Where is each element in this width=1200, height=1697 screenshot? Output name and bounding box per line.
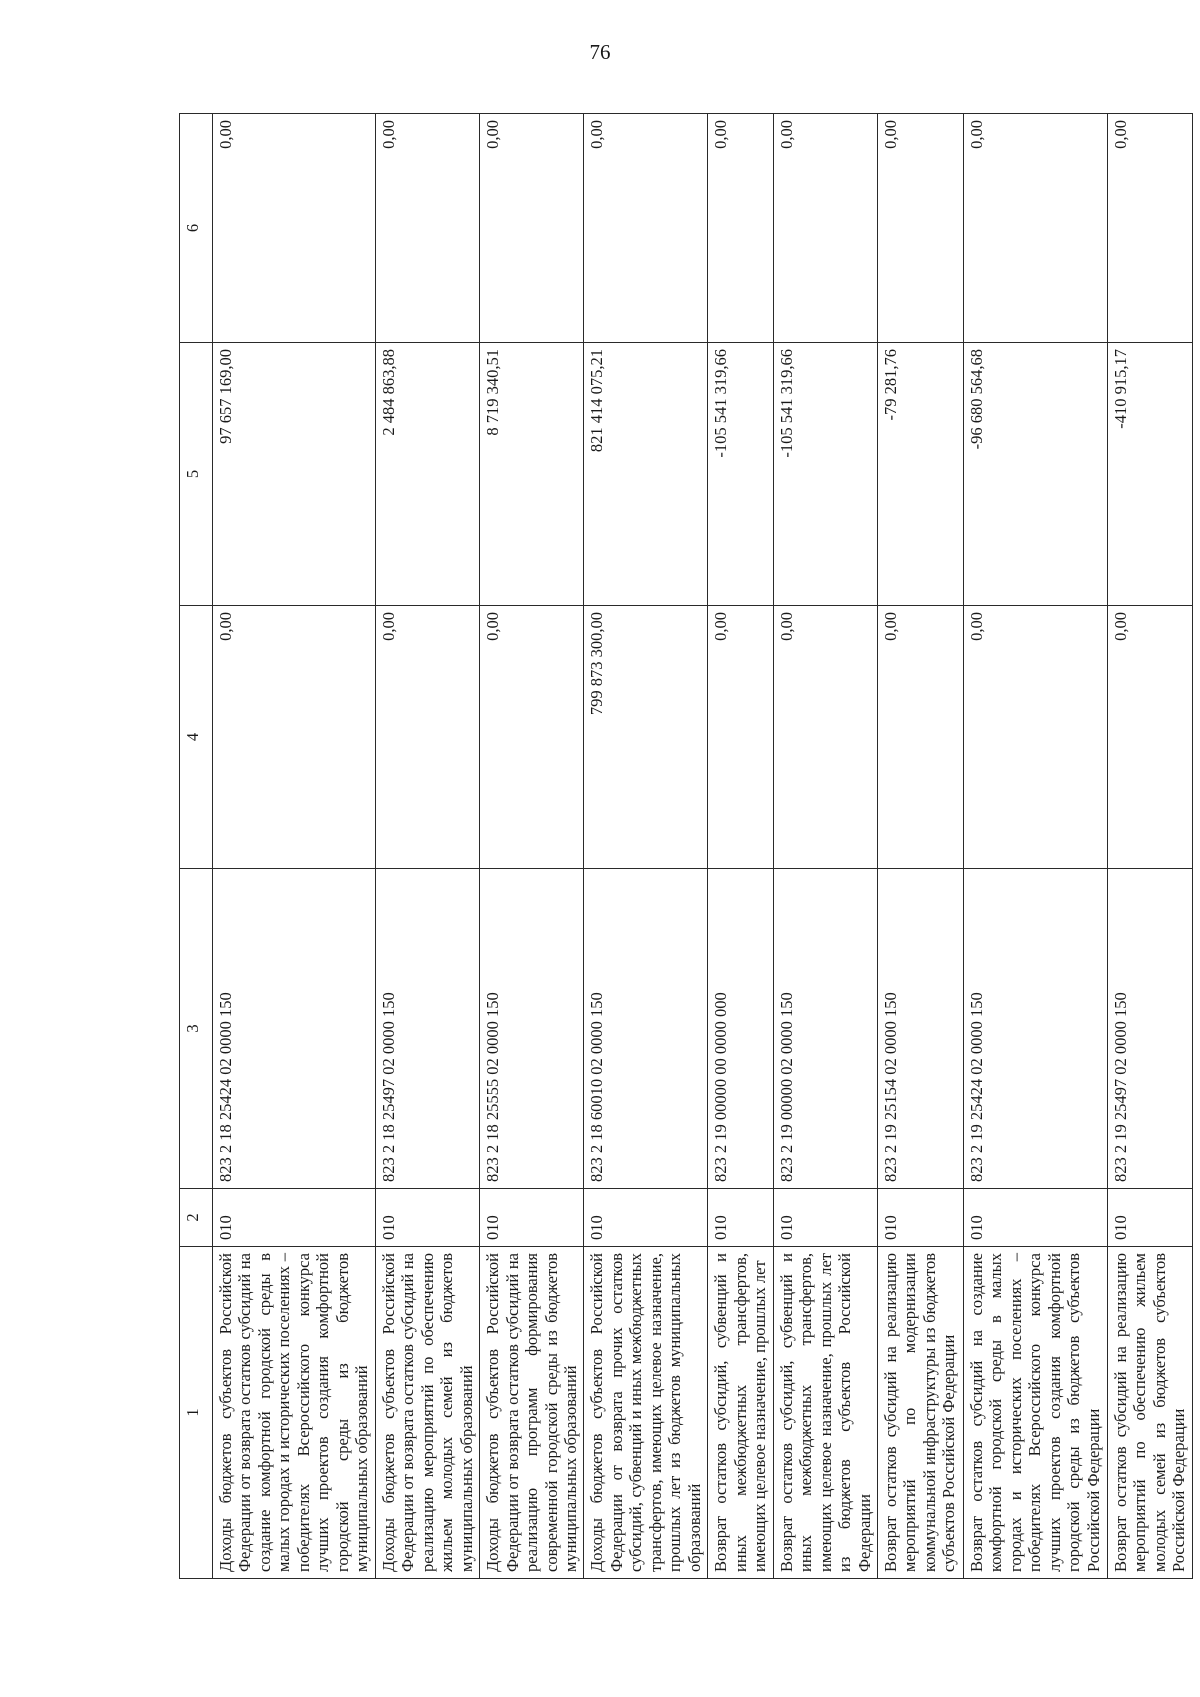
- cell-budget-code: 823 2 19 00000 02 0000 150: [773, 869, 877, 1189]
- table-row: [480, 114, 584, 1579]
- cell-col-4: 0,00: [878, 606, 964, 869]
- cell-admin-code: 010: [1108, 1189, 1193, 1247]
- cell-col-4: 0,00: [773, 606, 877, 869]
- cell-col-5: -105 541 319,66: [708, 343, 773, 606]
- cell-col-5: -410 915,17: [1108, 343, 1193, 606]
- cell-col-4: 0,00: [213, 606, 376, 869]
- cell-admin-code: 010: [773, 1189, 877, 1247]
- cell-col-5: -79 281,76: [878, 343, 964, 606]
- header-col-3: 3: [180, 869, 213, 1189]
- cell-name: Доходы бюджетов субъектов Российской Федерации от возврата прочих остатков субсидий, субвенций и иных межбюджетных трансфертов, имеющих целевое назначение, прошлых лет из бюджетов муниципальных образований: [584, 1247, 708, 1579]
- cell-name: Возврат остатков субсидий, субвенций и иных межбюджетных трансфертов, имеющих целевое назначение, прошлых лет из бюджетов субъектов Российской Федерации: [773, 1247, 877, 1579]
- table-row: [964, 114, 1108, 1579]
- cell-col-4: 0,00: [480, 606, 584, 869]
- cell-col-6: 0,00: [708, 114, 773, 343]
- table-row: [878, 114, 964, 1579]
- cell-name: Доходы бюджетов субъектов Российской Федерации от возврата остатков субсидий на создание комфортной городской среды в малых городах и исторических поселениях – победителях Всероссийского конкурса лучших проектов создания комфортной городской среды из бюджетов муниципальных образований: [213, 1247, 376, 1579]
- table-body: [213, 114, 1193, 1579]
- table-row: [213, 114, 376, 1579]
- table-row: [375, 114, 479, 1579]
- cell-name: Возврат остатков субсидий на реализацию мероприятий по модернизации коммунальной инфраструктуры из бюджетов субъектов Российской Федерации: [878, 1247, 964, 1579]
- cell-budget-code: 823 2 18 25555 02 0000 150: [480, 869, 584, 1189]
- cell-col-5: 821 414 075,21: [584, 343, 708, 606]
- table-row: [1108, 114, 1193, 1579]
- cell-name: Доходы бюджетов субъектов Российской Федерации от возврата остатков субсидий на реализацию программ формирования современной городской среды из бюджетов муниципальных образований: [480, 1247, 584, 1579]
- table-row: [584, 114, 708, 1579]
- cell-col-4: 0,00: [708, 606, 773, 869]
- cell-admin-code: 010: [878, 1189, 964, 1247]
- cell-col-6: 0,00: [584, 114, 708, 343]
- cell-budget-code: 823 2 18 25497 02 0000 150: [375, 869, 479, 1189]
- cell-col-4: 0,00: [1108, 606, 1193, 869]
- header-col-6: 6: [180, 114, 213, 343]
- cell-col-5: -105 541 319,66: [773, 343, 877, 606]
- cell-col-4: 799 873 300,00: [584, 606, 708, 869]
- cell-name: Возврат остатков субсидий, субвенций и иных межбюджетных трансфертов, имеющих целевое назначение, прошлых лет: [708, 1247, 773, 1579]
- cell-col-5: 97 657 169,00: [213, 343, 376, 606]
- cell-col-4: 0,00: [964, 606, 1108, 869]
- cell-col-6: 0,00: [375, 114, 479, 343]
- cell-budget-code: 823 2 19 25497 02 0000 150: [1108, 869, 1193, 1189]
- header-row: [180, 114, 213, 1579]
- cell-budget-code: 823 2 19 25154 02 0000 150: [878, 869, 964, 1189]
- header-col-2: 2: [180, 1189, 213, 1247]
- cell-col-6: 0,00: [964, 114, 1108, 343]
- cell-col-6: 0,00: [1108, 114, 1193, 343]
- cell-col-5: 8 719 340,51: [480, 343, 584, 606]
- header-col-5: 5: [180, 343, 213, 606]
- cell-col-6: 0,00: [480, 114, 584, 343]
- budget-revenue-table: [179, 113, 1193, 1579]
- header-col-1: 1: [180, 1247, 213, 1579]
- rotated-table-container: [179, 114, 1189, 1579]
- table-row: [773, 114, 877, 1579]
- cell-budget-code: 823 2 18 60010 02 0000 150: [584, 869, 708, 1189]
- page-number: 76: [589, 40, 611, 64]
- cell-admin-code: 010: [213, 1189, 376, 1247]
- cell-admin-code: 010: [375, 1189, 479, 1247]
- cell-budget-code: 823 2 18 25424 02 0000 150: [213, 869, 376, 1189]
- cell-col-6: 0,00: [773, 114, 877, 343]
- cell-admin-code: 010: [584, 1189, 708, 1247]
- header-col-4: 4: [180, 606, 213, 869]
- cell-admin-code: 010: [964, 1189, 1108, 1247]
- cell-budget-code: 823 2 19 25424 02 0000 150: [964, 869, 1108, 1189]
- cell-col-4: 0,00: [375, 606, 479, 869]
- cell-name: Возврат остатков субсидий на реализацию мероприятий по обеспечению жильем молодых семей из бюджетов субъектов Российской Федерации: [1108, 1247, 1193, 1579]
- cell-admin-code: 010: [708, 1189, 773, 1247]
- cell-col-6: 0,00: [213, 114, 376, 343]
- cell-col-5: 2 484 863,88: [375, 343, 479, 606]
- cell-budget-code: 823 2 19 00000 00 0000 000: [708, 869, 773, 1189]
- cell-name: Доходы бюджетов субъектов Российской Федерации от возврата остатков субсидий на реализацию мероприятий по обеспечению жильем молодых семей из бюджетов муниципальных образований: [375, 1247, 479, 1579]
- cell-col-6: 0,00: [878, 114, 964, 343]
- table-row: [708, 114, 773, 1579]
- cell-admin-code: 010: [480, 1189, 584, 1247]
- cell-col-5: -96 680 564,68: [964, 343, 1108, 606]
- table-header: [180, 114, 213, 1579]
- cell-name: Возврат остатков субсидий на создание комфортной городской среды в малых городах и исторических поселениях – победителях Всероссийского конкурса лучших проектов создания комфортной городской среды из бюджетов субъектов Российской Федерации: [964, 1247, 1108, 1579]
